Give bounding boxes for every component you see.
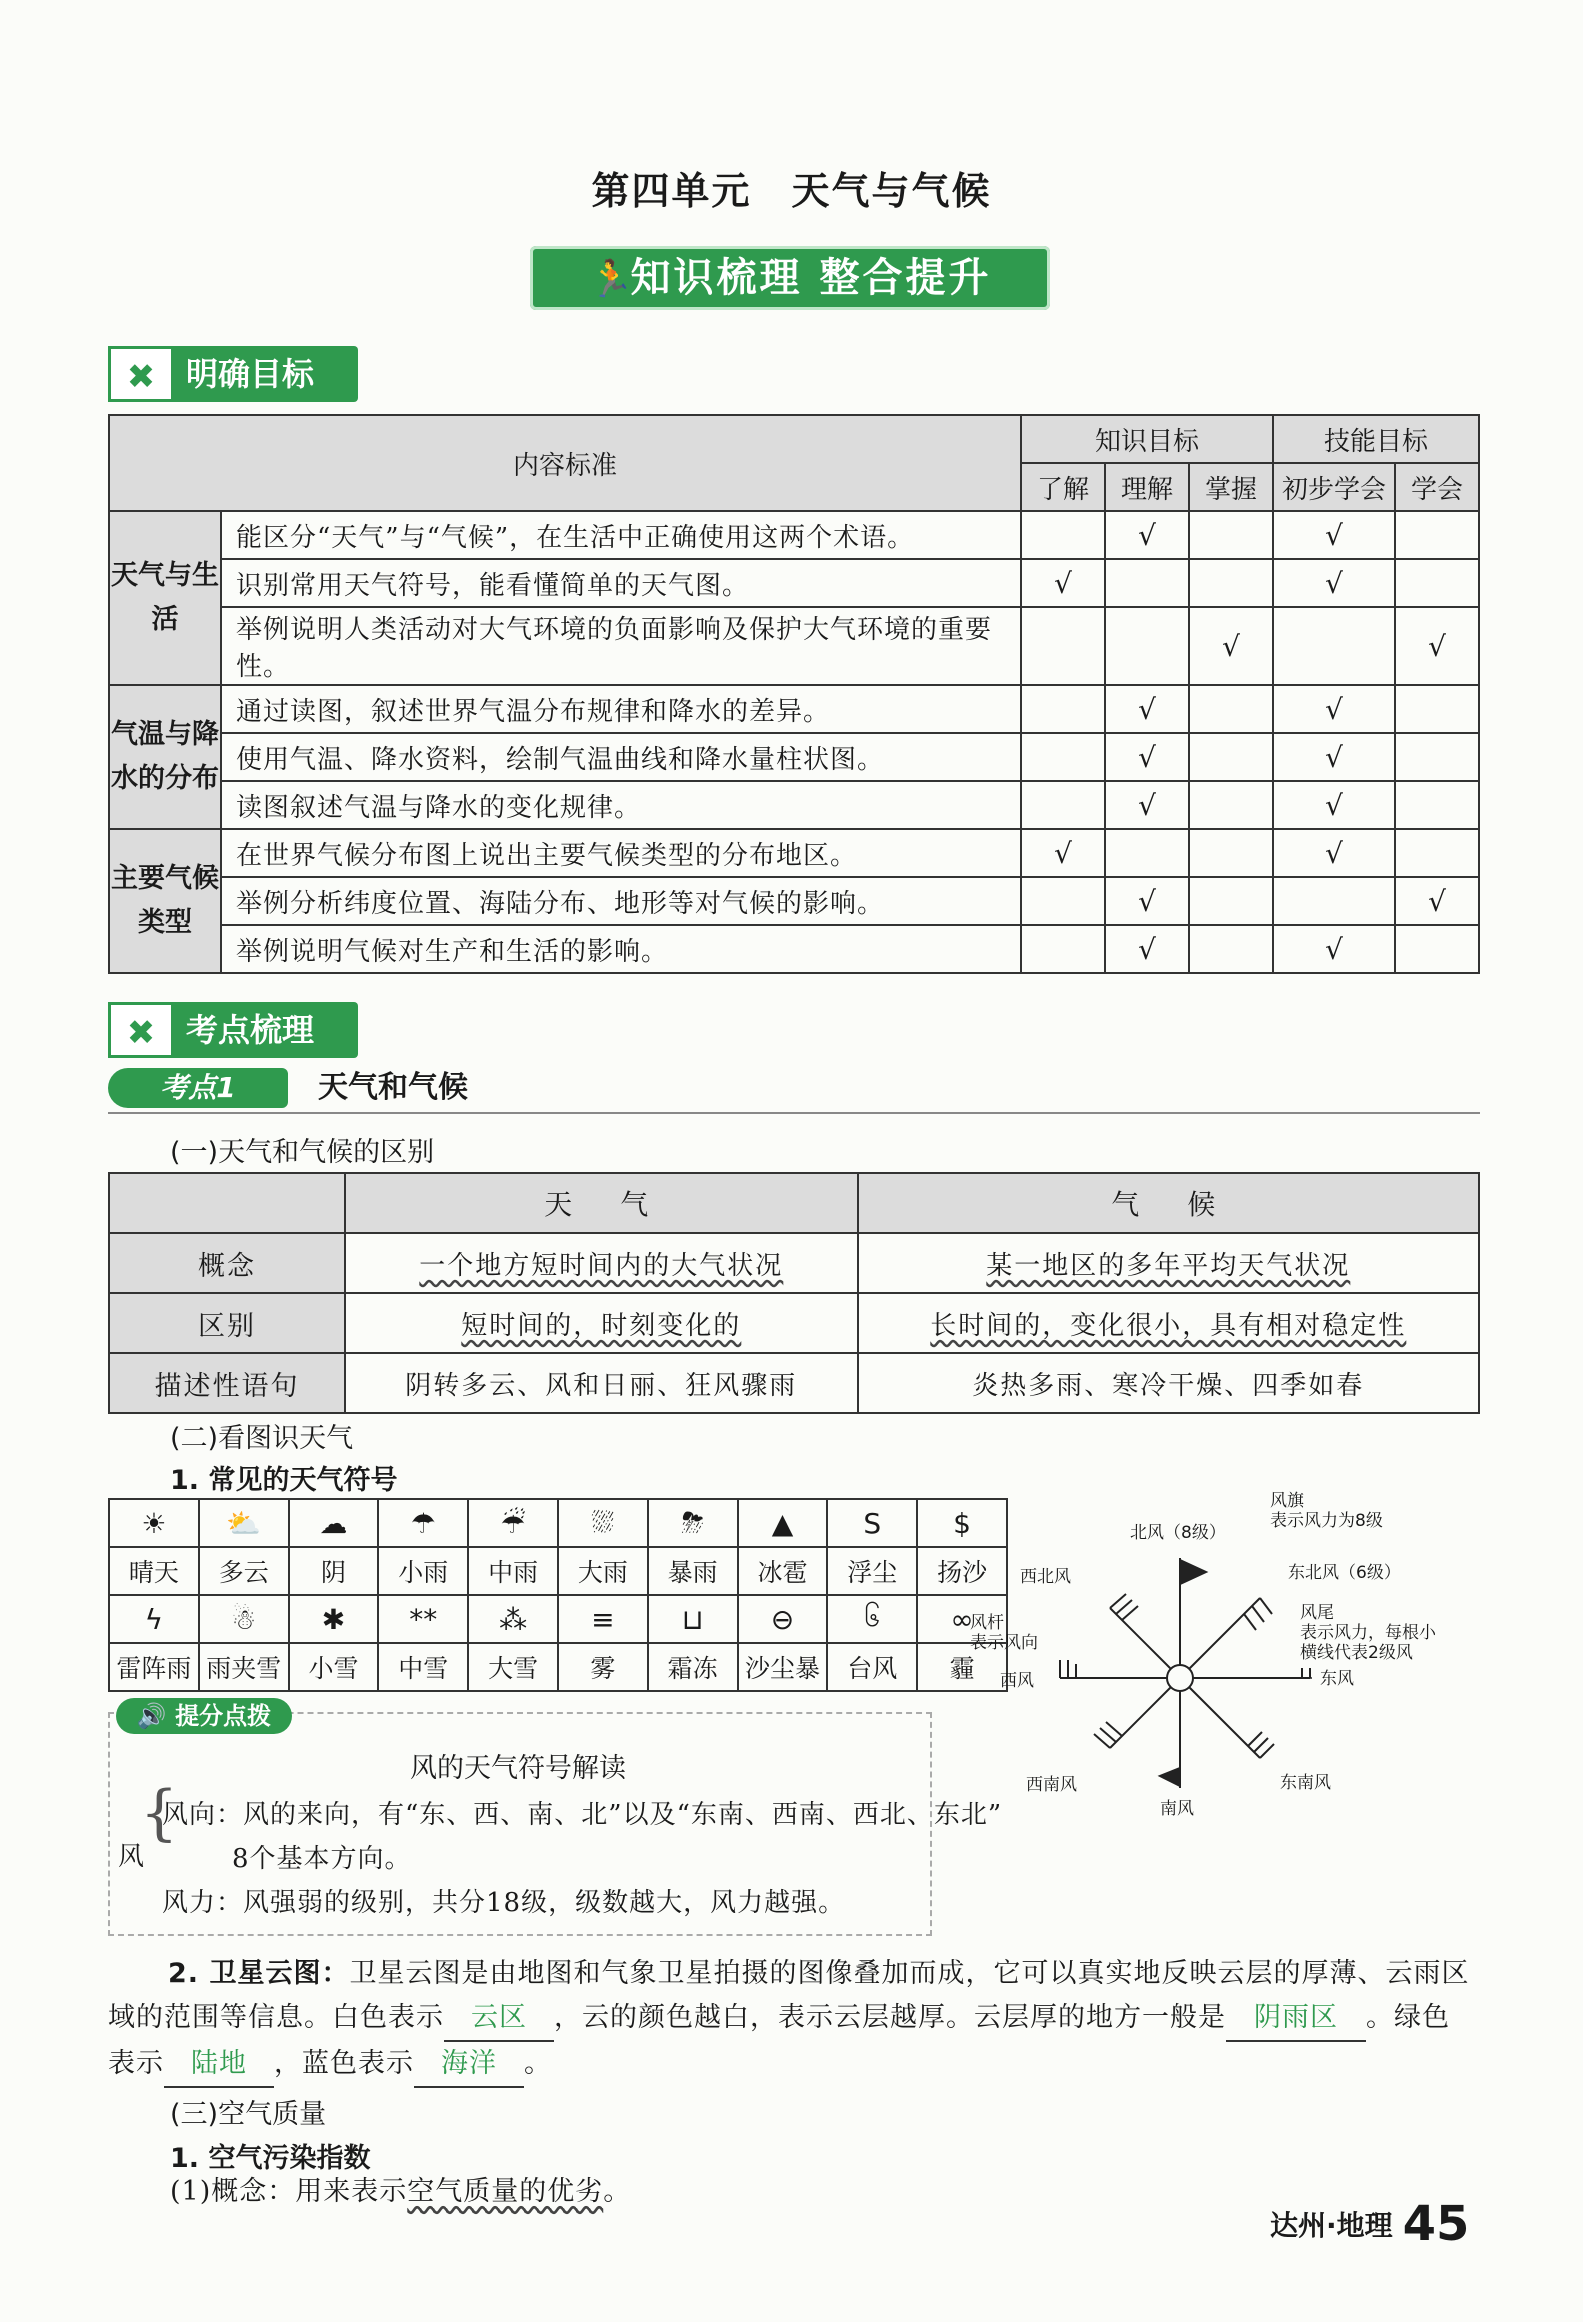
concept-line <box>170 2170 631 2214</box>
weather-symbol-icon: S <box>827 1499 917 1547</box>
tip-tag-label: 提分点拨 <box>175 1702 272 1730</box>
label-tail-desc-2: 横线代表2级风 <box>1300 1643 1413 1663</box>
weather-symbol-name: 暴雨 <box>648 1547 738 1595</box>
se-shaft <box>1189 1687 1260 1758</box>
weather-symbol-name: 浮尘 <box>827 1547 917 1595</box>
empty-cell <box>1189 511 1273 559</box>
weather-symbol-icon: $ <box>917 1499 1007 1547</box>
weather-symbol-icon: ၆ <box>827 1595 917 1643</box>
goal-icon: ✖ <box>108 346 174 402</box>
tip-wind-char: 风 <box>118 1842 146 1872</box>
runner-icon: 🏃 <box>588 259 637 300</box>
satellite-text-2c: 。绿色 <box>1366 2002 1450 2033</box>
weather-symbol-icon: ≡ <box>558 1595 648 1643</box>
check-mark-cell: √ <box>1273 829 1395 877</box>
weather-symbol-icon: ⛈ <box>648 1499 738 1547</box>
weather-symbol-name: 中雨 <box>468 1547 558 1595</box>
weather-symbol-name: 雨夹雪 <box>199 1643 289 1691</box>
subcol-header: 初步学会 <box>1273 463 1395 511</box>
goals-table <box>108 414 1480 974</box>
symbol-row <box>109 1595 1007 1643</box>
check-mark-cell: √ <box>1273 781 1395 829</box>
climate-diff: 长时间的，变化很小，具有相对稳定性 <box>930 1310 1407 1341</box>
concept-b: 空气质量的优劣 <box>407 2176 604 2207</box>
satellite-text-2b: ，云的颜色越白，表示云层越厚。云层厚的地方一般是 <box>554 2002 1226 2033</box>
goal-content: 在世界气候分布图上说出主要气候类型的分布地区。 <box>221 829 1021 877</box>
weather-symbol-name: 台风 <box>827 1643 917 1691</box>
subheading-3: (三)空气质量 <box>170 2099 327 2130</box>
weather-symbol-name: 霾 <box>917 1643 1007 1691</box>
empty-cell <box>1021 685 1105 733</box>
weather-symbol-icon: ▲ <box>738 1499 828 1547</box>
ne-shaft <box>1189 1598 1260 1669</box>
tip-line-2: 8个基本方向。 <box>232 1844 412 1874</box>
label-south: 南风 <box>1160 1799 1194 1819</box>
speaker-icon: 🔊 <box>136 1702 167 1730</box>
footer-label: 达州·地理 <box>1270 2209 1393 2242</box>
page-number: 45 <box>1402 2196 1470 2252</box>
weather-cell <box>345 1233 858 1293</box>
goals-body <box>109 511 1479 973</box>
check-mark-cell: √ <box>1105 733 1189 781</box>
col-content-header: 内容标准 <box>109 415 1021 511</box>
weather-diff: 短时间的，时刻变化的 <box>461 1310 742 1341</box>
label-east: 东风 <box>1320 1669 1354 1689</box>
satellite-text-1: 卫星云图是由地图和气象卫星拍摄的图像叠加而成，它可以真实地反映云层的厚薄、云雨区 <box>349 1958 1470 1989</box>
goal-content: 举例说明气候对生产和生活的影响。 <box>221 925 1021 973</box>
empty-cell <box>1105 607 1189 685</box>
goal-group-label: 气温与降水的分布 <box>109 685 221 829</box>
weather-symbol-icon: ☁ <box>289 1499 379 1547</box>
goal-group-label: 主要气候类型 <box>109 829 221 973</box>
empty-cell <box>1395 781 1479 829</box>
section-tag-points <box>108 1002 358 1058</box>
empty-cell <box>1395 925 1479 973</box>
weather-symbol-name: 小雨 <box>378 1547 468 1595</box>
weather-symbol-icon: ☔ <box>468 1499 558 1547</box>
empty-cell <box>1189 925 1273 973</box>
symbol-name-row <box>109 1643 1007 1691</box>
empty-cell <box>1105 829 1189 877</box>
sym-body <box>109 1499 1007 1691</box>
weather-concept: 一个地方短时间内的大气状况 <box>419 1250 784 1281</box>
satellite-para <box>108 1952 1480 2088</box>
check-mark-cell: √ <box>1273 511 1395 559</box>
empty-cell <box>1395 559 1479 607</box>
weather-cell <box>345 1293 858 1353</box>
symbol-name-row <box>109 1547 1007 1595</box>
symbol-row <box>109 1499 1007 1547</box>
weather-symbol-icon: ** <box>378 1595 468 1643</box>
page-footer <box>1270 2196 1469 2252</box>
label-ne: 东北风（6级） <box>1288 1563 1401 1583</box>
empty-cell <box>1021 733 1105 781</box>
label-west: 西风 <box>1000 1671 1034 1691</box>
check-mark-cell: √ <box>1105 511 1189 559</box>
weather-symbol-icon: ✱ <box>289 1595 379 1643</box>
weather-symbol-name: 雾 <box>558 1643 648 1691</box>
label-shaft: 风杆 <box>970 1613 1004 1633</box>
brace-icon: { <box>140 1778 180 1848</box>
weather-symbol-name: 大雪 <box>468 1643 558 1691</box>
empty-cell <box>1395 733 1479 781</box>
climate-concept: 某一地区的多年平均天气状况 <box>986 1250 1351 1281</box>
empty-cell <box>1395 829 1479 877</box>
check-mark-cell: √ <box>1273 733 1395 781</box>
weather-symbols-table <box>108 1498 1008 1692</box>
goal-row <box>109 559 1479 607</box>
col-climate-header: 气 候 <box>858 1173 1479 1233</box>
goal-row <box>109 607 1479 685</box>
row-label: 概念 <box>109 1233 345 1293</box>
section-banner <box>530 246 1050 310</box>
subcol-header: 学会 <box>1395 463 1479 511</box>
corner-cell <box>109 1173 345 1233</box>
goal-content: 举例分析纬度位置、海陆分布、地形等对气候的影响。 <box>221 877 1021 925</box>
weather-symbol-name: 雷阵雨 <box>109 1643 199 1691</box>
empty-cell <box>1021 781 1105 829</box>
answer-blank-2: 阴雨区 <box>1226 1996 1366 2042</box>
col-weather-header: 天 气 <box>345 1173 858 1233</box>
section-tag-goals <box>108 346 358 402</box>
north-flag <box>1180 1560 1206 1584</box>
weather-symbol-name: 晴天 <box>109 1547 199 1595</box>
kaodian-header <box>108 1068 1480 1114</box>
section-tag-goals-label: 明确目标 <box>186 355 315 393</box>
satellite-text-3c: 。 <box>524 2048 552 2079</box>
label-se: 东南风 <box>1280 1773 1331 1793</box>
empty-cell <box>1189 829 1273 877</box>
row-label: 区别 <box>109 1293 345 1353</box>
subheading-2-1: 1. 常见的天气符号 <box>170 1465 398 1496</box>
empty-cell <box>1395 511 1479 559</box>
check-mark-cell: √ <box>1273 925 1395 973</box>
concept-a: (1)概念：用来表示 <box>170 2176 408 2207</box>
climate-cell <box>858 1293 1479 1353</box>
empty-cell <box>1189 733 1273 781</box>
weather-symbol-icon: ∞ <box>917 1595 1007 1643</box>
row-label: 描述性语句 <box>109 1353 345 1413</box>
label-tail: 风尾 <box>1300 1603 1334 1623</box>
label-shaft-desc: 表示风向 <box>970 1633 1038 1653</box>
goal-row <box>109 733 1479 781</box>
label-tail-desc-1: 表示风力，每根小 <box>1300 1623 1436 1643</box>
check-mark-cell: √ <box>1273 685 1395 733</box>
weather-symbol-icon: ⛆ <box>558 1499 648 1547</box>
label-sw: 西南风 <box>1026 1775 1077 1795</box>
goal-content: 使用气温、降水资料，绘制气温曲线和降水量柱状图。 <box>221 733 1021 781</box>
satellite-text-3b: ，蓝色表示 <box>274 2048 414 2079</box>
check-mark-cell: √ <box>1105 877 1189 925</box>
empty-cell <box>1395 685 1479 733</box>
check-mark-cell: √ <box>1105 781 1189 829</box>
check-mark-cell: √ <box>1189 607 1273 685</box>
empty-cell <box>1189 559 1273 607</box>
weather-symbol-name: 大雨 <box>558 1547 648 1595</box>
goal-row <box>109 685 1479 733</box>
weather-symbol-icon: ⁂ <box>468 1595 558 1643</box>
goal-row <box>109 925 1479 973</box>
subheading-2: (二)看图识天气 <box>170 1423 354 1454</box>
weather-climate-table <box>108 1172 1480 1414</box>
empty-cell <box>1021 877 1105 925</box>
goal-group-label: 天气与生活 <box>109 511 221 685</box>
goal-row <box>109 877 1479 925</box>
empty-cell <box>1189 877 1273 925</box>
weather-symbol-name: 阴 <box>289 1547 379 1595</box>
col-skill-header: 技能目标 <box>1273 415 1479 463</box>
check-mark-cell: √ <box>1105 925 1189 973</box>
weather-symbol-icon: ⛅ <box>199 1499 289 1547</box>
weather-symbol-name: 多云 <box>199 1547 289 1595</box>
banner-text: 知识梳理 整合提升 <box>630 255 992 301</box>
empty-cell <box>1021 607 1105 685</box>
goal-row <box>109 829 1479 877</box>
empty-cell <box>1021 511 1105 559</box>
goal-content: 能区分“天气”与“气候”，在生活中正确使用这两个术语。 <box>221 511 1021 559</box>
goal-content: 通过读图，叙述世界气温分布规律和降水的差异。 <box>221 685 1021 733</box>
subcol-header: 了解 <box>1021 463 1105 511</box>
tip-line-3: 风力：风强弱的级别，共分18级，级数越大，风力越强。 <box>162 1888 846 1918</box>
climate-desc: 炎热多雨、寒冷干燥、四季如春 <box>858 1353 1479 1413</box>
label-flag-desc: 表示风力为8级 <box>1270 1511 1383 1531</box>
check-mark-cell: √ <box>1105 685 1189 733</box>
weather-symbol-icon: ☀ <box>109 1499 199 1547</box>
empty-cell <box>1021 925 1105 973</box>
subcol-header: 理解 <box>1105 463 1189 511</box>
answer-blank-3: 陆地 <box>164 2042 274 2088</box>
empty-cell <box>1189 685 1273 733</box>
answer-blank-4: 海洋 <box>414 2042 524 2088</box>
check-mark-cell: √ <box>1021 559 1105 607</box>
subcol-header: 掌握 <box>1189 463 1273 511</box>
goal-row <box>109 511 1479 559</box>
weather-symbol-icon: ☂ <box>378 1499 468 1547</box>
col-knowledge-header: 知识目标 <box>1021 415 1273 463</box>
answer-blank-1: 云区 <box>444 1996 554 2042</box>
satellite-text-3a: 表示 <box>108 2048 164 2079</box>
weather-symbol-icon: ☃ <box>199 1595 289 1643</box>
check-mark-cell: √ <box>1273 559 1395 607</box>
unit-title: 第四单元 天气与气候 <box>591 169 992 213</box>
label-north: 北风（8级） <box>1130 1523 1226 1543</box>
goal-content: 识别常用天气符号，能看懂简单的天气图。 <box>221 559 1021 607</box>
weather-symbol-name: 扬沙 <box>917 1547 1007 1595</box>
goal-content: 举例说明人类活动对大气环境的负面影响及保护大气环境的重要性。 <box>221 607 1021 685</box>
weather-symbol-name: 小雪 <box>289 1643 379 1691</box>
wind-symbol-diagram <box>960 1478 1480 1858</box>
label-nw: 西北风 <box>1020 1567 1071 1587</box>
tip-line-1: 风向：风的来向，有“东、西、南、北”以及“东南、西南、西北、东北” <box>162 1800 1003 1830</box>
empty-cell <box>1273 877 1395 925</box>
check-mark-cell: √ <box>1021 829 1105 877</box>
empty-cell <box>1189 781 1273 829</box>
nw-shaft <box>1110 1608 1171 1669</box>
satellite-text-2a: 域的范围等信息。白色表示 <box>108 2002 444 2033</box>
subheading-3-1: 1. 空气污染指数 <box>170 2143 371 2174</box>
weather-symbol-icon: ⊔ <box>648 1595 738 1643</box>
points-icon: ✖ <box>108 1002 174 1058</box>
goal-row <box>109 781 1479 829</box>
weather-symbol-name: 沙尘暴 <box>738 1643 828 1691</box>
kaodian-title: 天气和气候 <box>318 1070 468 1105</box>
label-flag: 风旗 <box>1270 1491 1304 1511</box>
goal-content: 读图叙述气温与降水的变化规律。 <box>221 781 1021 829</box>
weather-symbol-name: 霜冻 <box>648 1643 738 1691</box>
kaodian-badge: 考点1 <box>108 1068 288 1108</box>
empty-cell <box>1273 607 1395 685</box>
concept-c: 。 <box>603 2176 632 2207</box>
subheading-1: (一)天气和气候的区别 <box>170 1137 435 1168</box>
weather-symbol-icon: ⊖ <box>738 1595 828 1643</box>
weather-desc: 阴转多云、风和日丽、狂风骤雨 <box>345 1353 858 1413</box>
satellite-lead: 2. 卫星云图： <box>168 1958 350 1989</box>
weather-symbol-name: 中雪 <box>378 1643 468 1691</box>
climate-cell <box>858 1233 1479 1293</box>
section-tag-points-label: 考点梳理 <box>186 1011 315 1049</box>
empty-cell <box>1105 559 1189 607</box>
check-mark-cell: √ <box>1395 607 1479 685</box>
sw-shaft <box>1110 1687 1171 1748</box>
weather-symbol-name: 冰雹 <box>738 1547 828 1595</box>
tip-tag <box>116 1698 292 1734</box>
check-mark-cell: √ <box>1395 877 1479 925</box>
weather-symbol-icon: ϟ <box>109 1595 199 1643</box>
tip-title: 风的天气符号解读 <box>410 1753 626 1784</box>
